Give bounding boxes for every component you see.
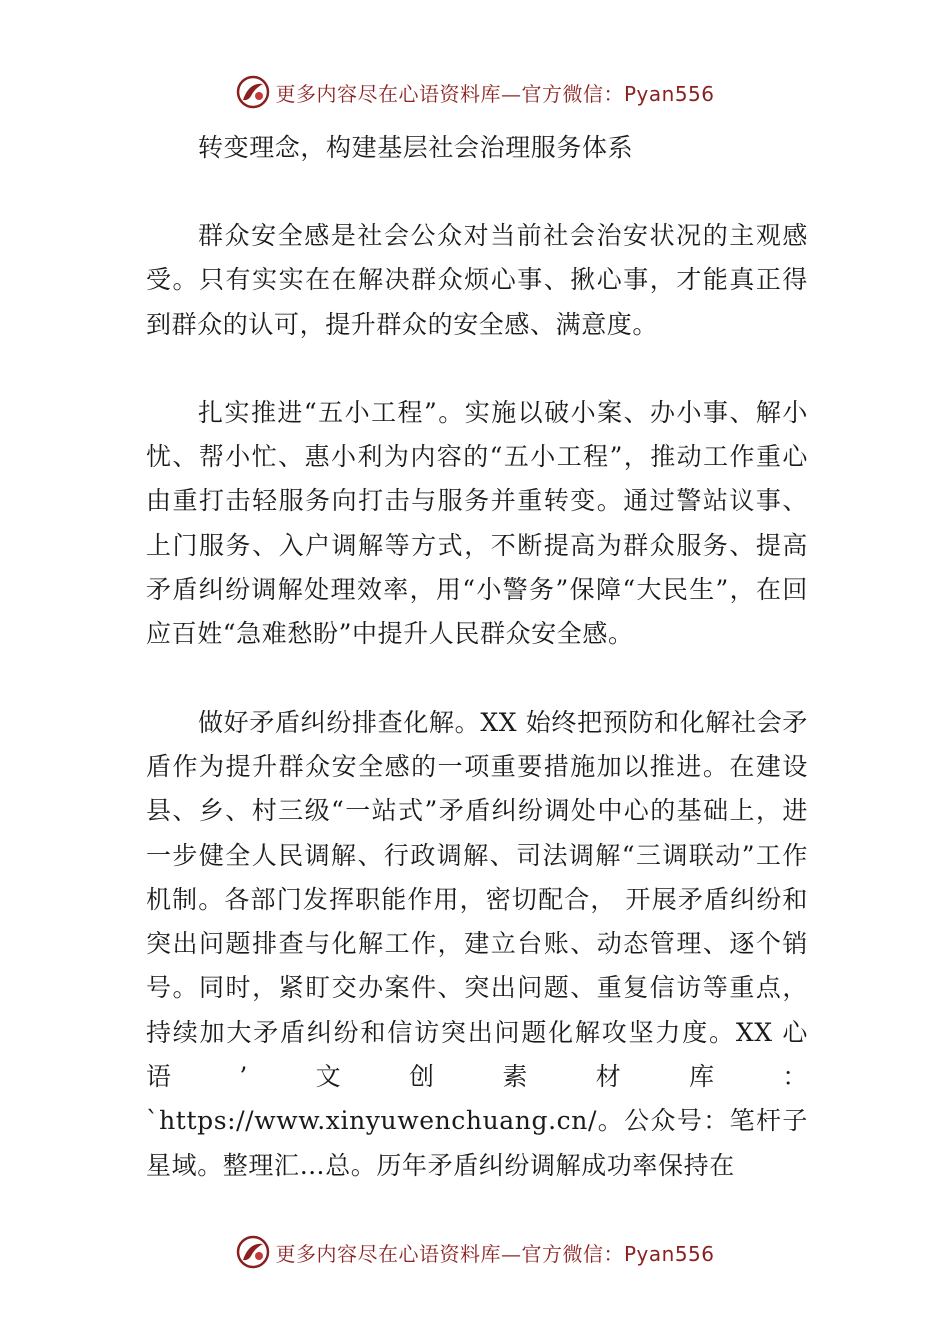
document-title: 转变理念，构建基层社会治理服务体系	[198, 133, 634, 162]
site-logo-icon	[235, 1234, 271, 1270]
paragraph-2: 扎实推进“五小工程”。实施以破小案、办小事、解小忧、帮小忙、惠小利为内容的“五小工程”，推动工作重心由重打击轻服务向打击与服务并重转变。通过警站议事、上门服务、入户调解等方式，不断提高为群众服务、提高矛盾纠纷调解处理效率，用“小警务”保障“大民生”，在回应百姓“急难愁盼”中提升人民群众安全感。	[146, 397, 808, 649]
banner-text	[275, 78, 714, 107]
banner-site-text: 更多内容尽在心语资料库	[275, 81, 501, 106]
site-logo-icon	[235, 74, 271, 110]
document-body	[146, 126, 808, 1232]
paragraph-3: 做好矛盾纠纷排查化解。XX 始终把预防和化解社会矛盾作为提升群众安全感的一项重要措施加以推进。在建设县、乡、村三级“一站式”矛盾纠纷调处中心的基础上，进一步健全人民调解、行政调解、司法调解“三调联动”工作机制。各部门发挥职能作用，密切配合， 开展矛盾纠纷和突出问题排查与化解工作，建立台账、动态管理、逐个销号。同时，紧盯交办案件、突出问题、重复信访等重点，持续加大矛盾纠纷和信访突出问题化解攻坚力度。XX 心语’文创素材库：`https://www.xinyuwenchuang.cn/。公众号：笔杆子星域。整理汇…总。历年矛盾纠纷调解成功率保持在	[146, 707, 808, 1180]
banner-dash: —	[500, 1241, 522, 1266]
header-banner	[0, 72, 950, 112]
banner-wechat-id: Pyan556	[623, 1241, 715, 1266]
banner-text	[275, 1238, 714, 1267]
footer-banner	[0, 1232, 950, 1272]
banner-wechat-id: Pyan556	[623, 81, 715, 106]
banner-site-text: 更多内容尽在心语资料库	[275, 1241, 501, 1266]
banner-wechat-label: 官方微信：	[521, 1241, 624, 1266]
paragraph-1: 群众安全感是社会公众对当前社会治安状况的主观感受。只有实实在在解决群众烦心事、揪心事，才能真正得到群众的认可，提升群众的安全感、满意度。	[146, 221, 808, 339]
banner-dash: —	[500, 81, 522, 106]
banner-wechat-label: 官方微信：	[521, 81, 624, 106]
